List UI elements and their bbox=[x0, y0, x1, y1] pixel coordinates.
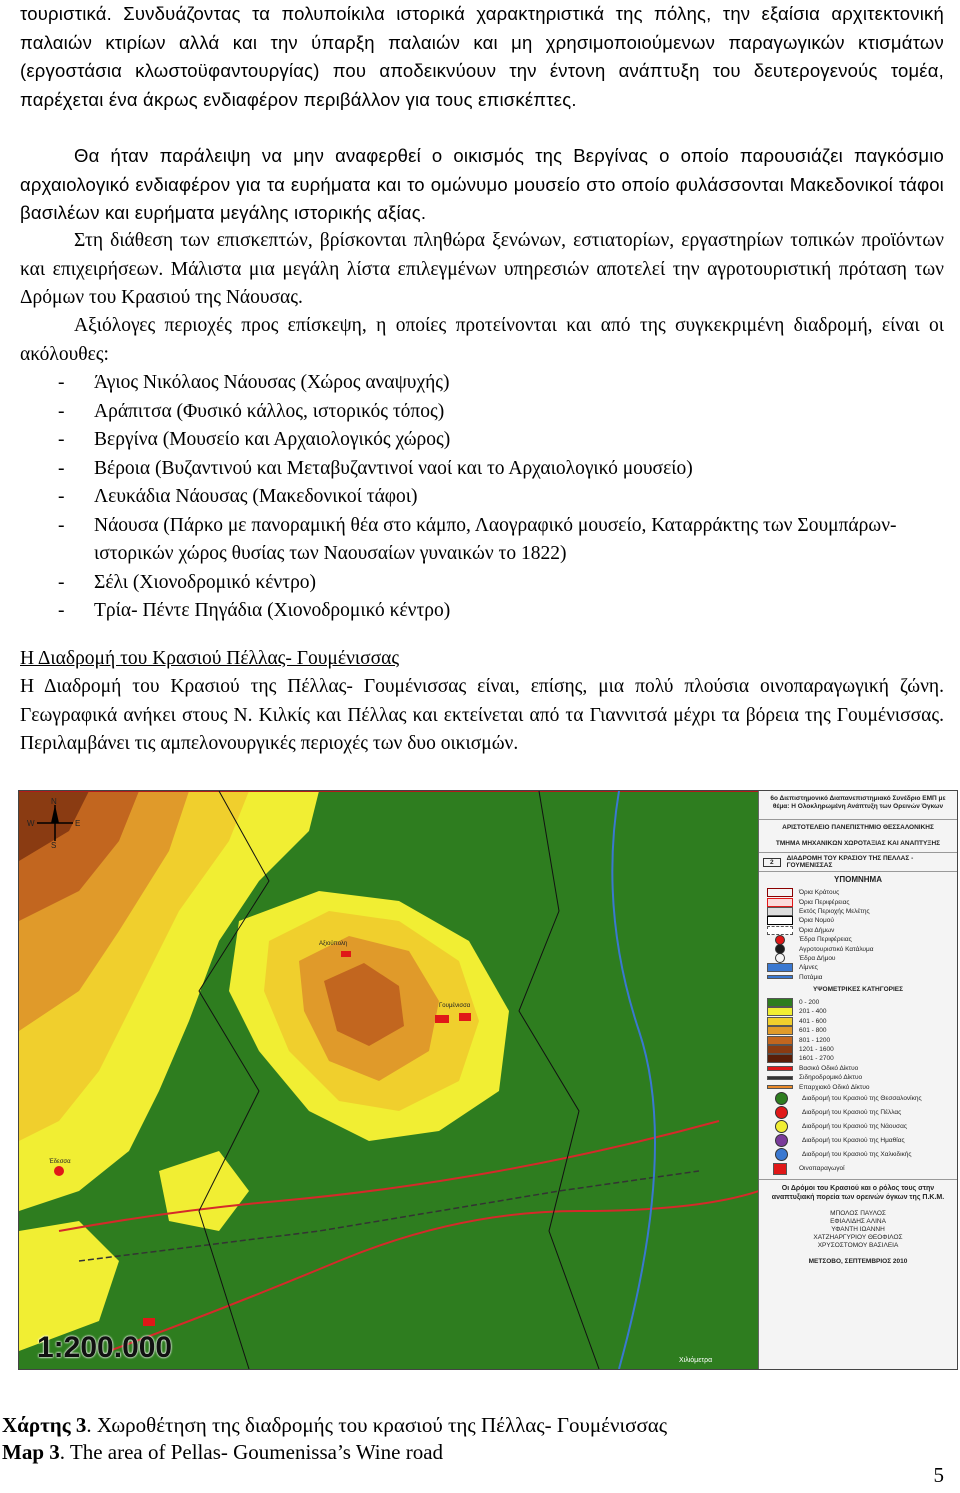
compass-n: N bbox=[51, 797, 57, 806]
legend-label: Σιδηροδρομικό Δίκτυο bbox=[799, 1074, 863, 1082]
caption-english-text: . The area of Pellas- Goumenissa’s Wine road bbox=[59, 1440, 444, 1464]
list-dash: - bbox=[58, 457, 65, 479]
legend-row bbox=[759, 944, 957, 953]
place-label: Γουμένισσα bbox=[439, 1003, 471, 1009]
caption-english bbox=[2, 1439, 443, 1465]
legend-elevation-rows bbox=[759, 998, 957, 1064]
section-heading: Η Διαδρομή του Κρασιού Πέλλας- Γουμένισσας bbox=[20, 648, 400, 669]
legend-row bbox=[759, 1162, 957, 1176]
elevation-label: 1601 - 2700 bbox=[799, 1055, 834, 1063]
list-dash: - bbox=[58, 486, 65, 507]
legend-dot bbox=[775, 1148, 788, 1161]
map-legend bbox=[758, 791, 957, 1369]
paragraph-pella-route: Η Διαδρομή του Κρασιού της Πέλλας- Γουμένισσας είναι, επίσης, μια πολύ πλούσια οινοπαραγωγική ζώνη. Γεωγραφικά ανήκει στους Ν. Κιλκίς και Πέλλας και εκτείνεται από τα Γιαννιτσά μέχρι τα βόρεια της Γουμένισσας. Περιλαμβάνει τις αμπελονουργικές περιοχές των δυο οικισμών. bbox=[20, 676, 944, 754]
list-item-text: Άγιος Νικόλαος Νάουσας (Χώρος αναψυχής) bbox=[94, 372, 450, 393]
list-dash: - bbox=[58, 600, 65, 621]
legend-label: Όρια Δήμων bbox=[799, 926, 835, 934]
legend-author: ΥΦΑΝΤΗ ΙΩΑΝΝΗ bbox=[831, 1225, 885, 1233]
paragraph-intro: τουριστικά. Συνδυάζοντας τα πολυποίκιλα ιστορικά χαρακτηριστικά της πόλης, την εξαίσια αρχιτεκτονική παλαιών κτιρίων αλλά και την ύπαρξη παλαιών και μη χρησιμοποιούμενων παραγωγικών κτισμάτων (εργοστάσια κλωστοϋφαντουργίας) που αποδεικνύουν την έντονη ανάπτυξη του δευτερογενούς τομέα, παρέχεται ένα άκρως ενδιαφέρον περιβάλλον για τους επισκέπτες. bbox=[20, 3, 944, 110]
caption-greek bbox=[2, 1412, 667, 1438]
legend-row bbox=[759, 963, 957, 972]
legend-swatch bbox=[767, 1085, 793, 1089]
legend-elevation-row bbox=[759, 998, 957, 1007]
legend-row bbox=[759, 954, 957, 963]
legend-label: Διαδρομή του Κρασιού της Νάουσας bbox=[802, 1123, 907, 1131]
legend-elevation-row bbox=[759, 1045, 957, 1054]
list-item-text: Βεργίνα (Μουσείο και Αρχαιολογικός χώρος) bbox=[94, 429, 451, 450]
legend-row bbox=[759, 1073, 957, 1082]
list-item bbox=[20, 426, 950, 455]
compass-w: W bbox=[27, 819, 35, 828]
list-item-text: Λευκάδια Νάουσας (Μακεδονικοί τάφοι) bbox=[94, 486, 418, 507]
legend-map-number: 2 bbox=[763, 858, 781, 867]
list-item bbox=[20, 569, 950, 598]
list-dash: - bbox=[58, 514, 65, 536]
legend-author: ΧΡΥΣΟΣΤΟΜΟΥ ΒΑΣΙΛΕΙΑ bbox=[817, 1241, 899, 1249]
elevation-label: 801 - 1200 bbox=[799, 1036, 831, 1044]
legend-label: Έδρα Δήμου bbox=[799, 954, 836, 962]
legend-swatch bbox=[767, 1076, 793, 1080]
legend-elevation-row bbox=[759, 1026, 957, 1035]
legend-label: Βασικό Οδικό Δίκτυο bbox=[799, 1064, 859, 1072]
legend-swatch bbox=[767, 963, 793, 972]
winery-icon bbox=[773, 1163, 787, 1175]
legend-label: Έδρα Περιφέρειας bbox=[799, 936, 852, 944]
legend-dot bbox=[775, 1106, 788, 1119]
legend-row bbox=[759, 973, 957, 982]
legend-elevation-row bbox=[759, 1007, 957, 1016]
legend-swatch bbox=[767, 926, 793, 935]
legend-elevation-row bbox=[759, 1017, 957, 1026]
legend-row bbox=[759, 1120, 957, 1134]
legend-row bbox=[759, 1064, 957, 1073]
elevation-swatch bbox=[767, 1007, 793, 1016]
legend-dot bbox=[775, 1134, 788, 1147]
legend-map-title: ΔΙΑΔΡΟΜΗ ΤΟΥ ΚΡΑΣΙΟΥ ΤΗΣ ΠΕΛΛΑΣ - ΓΟΥΜΕΝΙΣΣΑΣ bbox=[786, 855, 914, 869]
list-item-text: Αράπιτσα (Φυσικό κάλλος, ιστορικός τόπος) bbox=[94, 400, 445, 422]
list-item-text: Σέλι (Χιονοδρομικό κέντρο) bbox=[94, 571, 317, 593]
list-item bbox=[20, 512, 950, 569]
list-item-text: Βέροια (Βυζαντινού και Μεταβυζαντινοί ναοί και το Αρχαιολογικό μουσείο) bbox=[94, 457, 693, 479]
scale-unit: Χιλιόμετρα bbox=[679, 1357, 713, 1364]
elevation-swatch bbox=[767, 1054, 793, 1063]
legend-elevation-title: ΥΨΟΜΕΤΡΙΚΕΣ ΚΑΤΗΓΟΡΙΕΣ bbox=[812, 985, 904, 993]
legend-row bbox=[759, 888, 957, 897]
legend-swatch bbox=[767, 907, 793, 916]
caption-english-label: Map 3 bbox=[2, 1440, 60, 1464]
list-item bbox=[20, 455, 950, 484]
legend-label: Εκτός Περιοχής Μελέτης bbox=[799, 907, 870, 915]
compass-s: S bbox=[51, 841, 57, 850]
legend-swatch bbox=[767, 888, 793, 897]
map-scale: 1:200.000 bbox=[37, 1331, 173, 1364]
place-label: Αξιούπολη bbox=[319, 941, 348, 947]
legend-row bbox=[759, 935, 957, 944]
areas-list bbox=[20, 369, 950, 626]
town-marker-south bbox=[143, 1318, 155, 1326]
legend-swatch bbox=[767, 916, 793, 925]
caption-greek-text: . Χωροθέτηση της διαδρομής του κρασιού της Πέλλας- Γουμένισσας bbox=[86, 1413, 668, 1437]
list-item bbox=[20, 597, 950, 626]
legend-row bbox=[759, 907, 957, 916]
legend-row bbox=[759, 1134, 957, 1148]
legend-row bbox=[759, 926, 957, 935]
legend-map-id bbox=[759, 852, 957, 872]
legend-title: ΥΠΟΜΝΗΜΑ bbox=[834, 875, 882, 884]
legend-row bbox=[759, 1092, 957, 1106]
elevation-label: 401 - 600 bbox=[799, 1017, 827, 1025]
goumenissa-marker bbox=[435, 1015, 449, 1023]
paragraph-areas: Αξιόλογες περιοχές προς επίσκεψη, η οποίες προτείνονται και από της συγκεκριμένη διαδρομή, είναι οι ακόλουθες: bbox=[20, 315, 944, 365]
list-item-text: Τρία- Πέντε Πηγάδια (Χιονοδρομικό κέντρο) bbox=[94, 600, 451, 621]
list-dash: - bbox=[58, 571, 65, 593]
legend-authors bbox=[759, 1206, 957, 1254]
list-dash: - bbox=[58, 372, 65, 393]
elevation-swatch bbox=[767, 1026, 793, 1035]
list-dash: - bbox=[58, 429, 65, 450]
legend-swatch bbox=[767, 1066, 793, 1071]
legend-label: Διαδρομή του Κρασιού της Ημαθίας bbox=[802, 1137, 905, 1145]
legend-dot bbox=[775, 1120, 788, 1133]
legend-row bbox=[759, 1106, 957, 1120]
legend-row bbox=[759, 1082, 957, 1091]
caption-greek-label: Χάρτης 3 bbox=[2, 1413, 87, 1437]
legend-dot bbox=[775, 953, 785, 963]
legend-author: ΧΑΤΖΗΑΡΓΥΡΙΟΥ ΘΕΟΦΙΛΟΣ bbox=[813, 1233, 903, 1241]
place-label: Έδεσσα bbox=[49, 1159, 71, 1165]
list-item bbox=[20, 369, 950, 398]
list-item-text: Νάουσα (Πάρκο με πανοραμική θέα στο κάμπο, Λαογραφικό μουσείο, Καταρράκτης των Σουμπάρων-ιστορικών χώρος θυσίας των Ναουσαίων γυναικών το 1822) bbox=[94, 514, 897, 564]
legend-author: ΕΦΙΑΛΙΔΗΣ ΑΛΙΝΑ bbox=[830, 1217, 886, 1225]
legend-label: Ποτάμια bbox=[799, 973, 823, 981]
page-number: 5 bbox=[933, 1463, 944, 1487]
legend-label: Οινοπαραγωγοί bbox=[799, 1165, 845, 1173]
list-dash: - bbox=[58, 400, 65, 422]
legend-swatch bbox=[767, 898, 793, 907]
axioupoli-marker bbox=[341, 951, 351, 957]
paragraph-vergina: Θα ήταν παράλειψη να μην αναφερθεί ο οικισμός της Βεργίνας ο οποίο παρουσιάζει παγκόσμιο αρχαιολογικό ενδιαφέρον για τα ευρήματα και το ομώνυμο μουσείο στο οποίο φυλάσσονται Μακεδονικοί τάφοι βασιλέων και ευρήματα μεγάλης ιστορικής αξίας. bbox=[20, 145, 944, 223]
legend-elevation-row bbox=[759, 1054, 957, 1063]
legend-row bbox=[759, 1148, 957, 1162]
paragraph-services: Στη διάθεση των επισκεπτών, βρίσκονται πληθώρα ξενώνων, εστιατορίων, εργαστηρίων τοπικών προϊόντων και επιχειρήσεων. Μάλιστα μια μεγάλη λίστα επιλεγμένων υπηρεσιών αποτελεί την αγροτουριστική πρόταση των Δρόμων του Κρασιού της Νάουσας. bbox=[20, 230, 944, 308]
legend-swatch bbox=[767, 975, 793, 979]
legend-label: Όρια Νομού bbox=[799, 917, 834, 925]
edessa-marker bbox=[54, 1166, 64, 1176]
compass-e: E bbox=[75, 819, 81, 828]
legend-label: Επαρχιακό Οδικό Δίκτυο bbox=[799, 1083, 870, 1091]
elevation-label: 1201 - 1600 bbox=[799, 1046, 834, 1054]
elevation-swatch bbox=[767, 1045, 793, 1054]
elevation-swatch bbox=[767, 1017, 793, 1026]
legend-row bbox=[759, 897, 957, 906]
elevation-label: 0 - 200 bbox=[799, 999, 820, 1007]
map-figure bbox=[18, 790, 958, 1370]
list-item bbox=[20, 398, 950, 427]
legend-label: Διαδρομή του Κρασιού της Πέλλας bbox=[802, 1109, 902, 1117]
terrain-map bbox=[19, 791, 759, 1369]
legend-label: Αγροτουριστικό Κατάλυμα bbox=[799, 945, 874, 953]
elevation-label: 601 - 800 bbox=[799, 1027, 827, 1035]
legend-dot bbox=[775, 1092, 788, 1105]
legend-school: ΑΡΙΣΤΟΤΕΛΕΙΟ ΠΑΝΕΠΙΣΤΗΜΙΟ ΘΕΣΣΑΛΟΝΙΚΗΣ bbox=[759, 819, 957, 836]
legend-dept: ΤΜΗΜΑ ΜΗΧΑΝΙΚΩΝ ΧΩΡΟΤΑΞΙΑΣ ΚΑΙ ΑΝΑΠΤΥΞΗΣ bbox=[775, 840, 941, 847]
list-item bbox=[20, 483, 950, 512]
legend-label: Διαδρομή του Κρασιού της Χαλκιδικής bbox=[802, 1151, 912, 1159]
legend-author: ΜΠΟΛΟΣ ΠΑΥΛΟΣ bbox=[830, 1209, 886, 1217]
legend-label: Λίμνες bbox=[799, 964, 818, 972]
legend-label: Διαδρομή του Κρασιού της Θεσσαλονίκης bbox=[802, 1095, 922, 1103]
legend-elevation-row bbox=[759, 1035, 957, 1044]
elevation-label: 201 - 400 bbox=[799, 1008, 827, 1016]
legend-date: ΜΕΤΣΟΒΟ, ΣΕΠΤΕΜΒΡΙΟΣ 2010 bbox=[808, 1257, 908, 1265]
legend-label: Όρια Περιφέρειας bbox=[799, 898, 850, 906]
legend-row bbox=[759, 916, 957, 925]
goumenissa-marker-2 bbox=[459, 1013, 471, 1021]
legend-header: 6ο Διεπιστημονικό Διαπανεπιστημιακό Συνέδριο ΕΜΠ με θέμα: Η Ολοκληρωμένη Ανάπτυξη των Ορεινών Όγκων bbox=[770, 795, 946, 810]
compass-rose bbox=[27, 797, 83, 849]
elevation-swatch bbox=[767, 1036, 793, 1045]
legend-label: Όρια Κράτους bbox=[799, 889, 840, 897]
elevation-swatch bbox=[767, 998, 793, 1007]
legend-project-title: Οι Δρόμοι του Κρασιού και ο ρόλος τους στην αναπτυξιακή πορεία των ορεινών όγκων της Π.Κ.Μ. bbox=[759, 1179, 957, 1206]
